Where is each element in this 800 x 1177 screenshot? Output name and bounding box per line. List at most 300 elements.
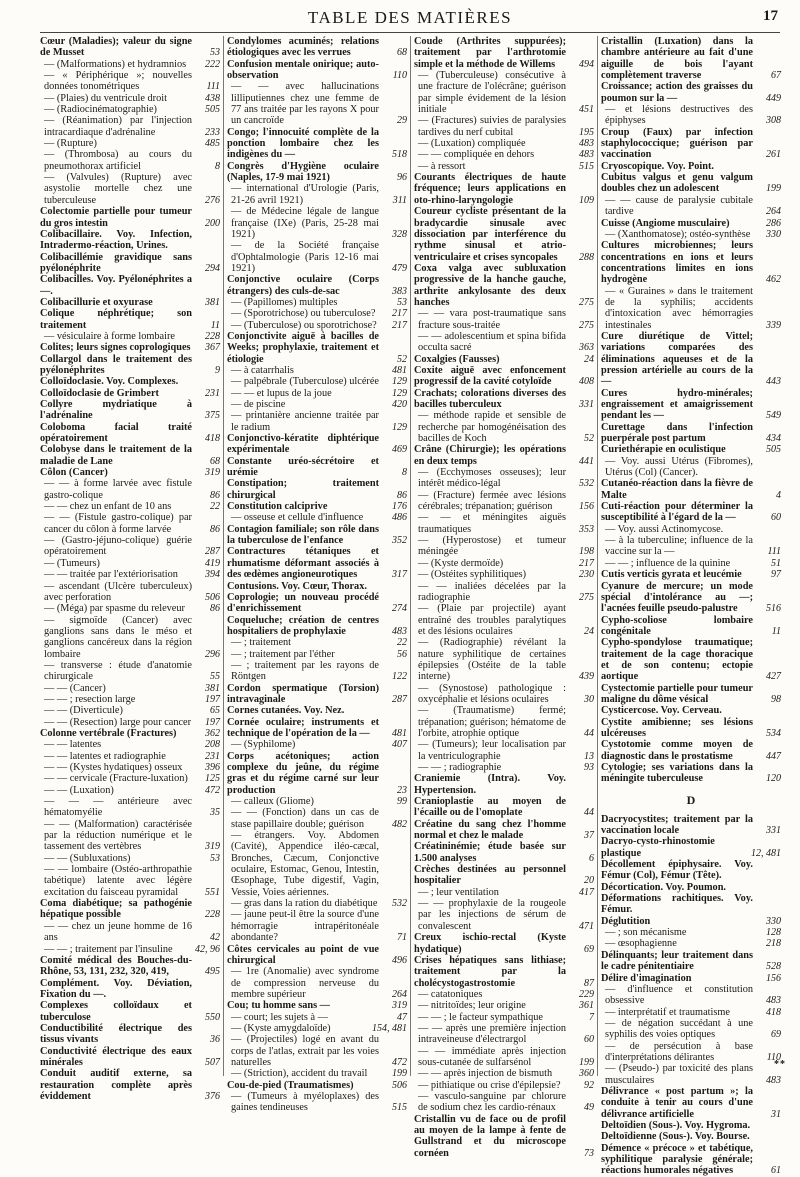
- entry-text: Cystectomie partielle pour tumeur maligne du dôme vésical: [601, 682, 753, 705]
- index-entry: [227, 751, 407, 796]
- entry-text: — — inaliées décelées par la radiographie: [418, 580, 566, 603]
- index-entry: [227, 615, 407, 638]
- entry-page-number: 317: [392, 569, 407, 581]
- index-subentry: [227, 1091, 407, 1114]
- index-columns: [40, 36, 781, 1177]
- entry-text: — (Tuberculeuse) consécutive à une fracture de l'olécrâne; guérison par simple évidement de la lésion initiale: [418, 70, 566, 116]
- entry-text: — œsophagienne: [605, 938, 677, 950]
- entry-text: Constante uréo-sécrétoire et urémie: [227, 455, 379, 479]
- entry-text: — (Plaies) du ventricule droit: [44, 92, 167, 104]
- index-entry: [40, 467, 220, 478]
- entry-page-number: 93: [584, 762, 594, 773]
- index-entry: [40, 354, 220, 377]
- index-subentry: [414, 898, 594, 932]
- index-subentry: [227, 81, 407, 126]
- entry-page-number: 8: [402, 467, 407, 479]
- entry-page-number: 483: [392, 625, 407, 637]
- entry-page-number: 549: [766, 410, 781, 422]
- index-entry: [40, 1046, 220, 1069]
- entry-page-number: 229: [579, 988, 594, 1000]
- entry-page-number: 261: [766, 149, 781, 161]
- entry-page-number: 197: [205, 693, 220, 705]
- index-entry: [414, 365, 594, 388]
- index-entry: [601, 1086, 781, 1120]
- index-column-1: [40, 36, 220, 1102]
- index-entry: [601, 637, 781, 682]
- entry-page-number: 505: [766, 444, 781, 456]
- entry-page-number: 156: [579, 501, 594, 513]
- index-subentry: [40, 683, 220, 694]
- entry-page-number: 383: [392, 285, 407, 297]
- entry-text: — (Striction), accident du travail: [231, 1068, 368, 1080]
- entry-page-number: 367: [205, 342, 220, 354]
- index-entry: [414, 864, 594, 887]
- entry-page-number: 417: [579, 886, 594, 898]
- entry-page-number: 55: [210, 671, 220, 683]
- index-subentry: [601, 984, 781, 1007]
- entry-text: — — et méningites aiguës traumatiques: [418, 512, 566, 535]
- index-subentry: [414, 705, 594, 739]
- index-subentry: [227, 807, 407, 830]
- entry-text: Décortication. Voy. Poumon.: [601, 881, 726, 893]
- index-entry: [414, 819, 594, 842]
- entry-text: — (Kyste dermoïde): [418, 557, 504, 569]
- entry-page-number: 4: [776, 489, 781, 501]
- entry-text: — et lésions destructives des épiphyses: [605, 104, 753, 127]
- entry-text: — « Périphérique »; nouvelles données tonométriques: [44, 70, 192, 93]
- index-entry: [601, 705, 781, 716]
- entry-text: — (Traumatisme) fermé; trépanation; guérison; hématome de l'orbite, atrophie optique: [418, 705, 566, 739]
- index-column-2: [227, 36, 407, 1114]
- entry-page-number: 111: [767, 546, 781, 558]
- entry-page-number: 418: [766, 1006, 781, 1018]
- index-subentry: [227, 376, 407, 387]
- entry-page-number: 44: [584, 807, 594, 819]
- entry-text: — nitritoïdes; leur origine: [418, 1000, 526, 1012]
- entry-page-number: 125: [205, 773, 220, 785]
- index-subentry: [414, 1046, 594, 1069]
- entry-text: — ; traitement par l'éther: [231, 648, 335, 660]
- entry-text: Cranioplastie au moyen de l'écaille ou de l'omoplate: [414, 796, 566, 819]
- index-subentry: [601, 558, 781, 569]
- entry-page-number: 198: [579, 546, 594, 558]
- entry-page-number: 287: [392, 693, 407, 705]
- entry-text: — de négation succédant à une syphilis des voies optiques: [605, 1017, 753, 1041]
- index-subentry: [414, 535, 594, 558]
- entry-text: Congo; l'innocuité complète de la ponction lombaire chez les indigènes du —: [227, 126, 379, 161]
- entry-page-number: 68: [397, 47, 407, 59]
- index-subentry: [227, 240, 407, 274]
- index-subentry: [227, 637, 407, 648]
- entry-text: — — vara post-traumatique sans fracture sous-traitée: [418, 308, 566, 331]
- entry-page-number: 275: [579, 319, 594, 331]
- entry-page-number: 550: [205, 1011, 220, 1023]
- entry-text: Crachats; colorations diverses des bacilles tuberculeux: [414, 387, 566, 410]
- index-entry: [414, 955, 594, 989]
- index-subentry: [227, 399, 407, 410]
- index-subentry: [40, 819, 220, 853]
- entry-text: — — (Fistule gastro-colique) par cancer du côlon à forme larvée: [44, 512, 192, 535]
- entry-text: — (Xanthomatose); ostéo-synthèse: [605, 228, 751, 240]
- entry-text: — jaune peut-il être la source d'une hémorragie intrapéritonéale abondante?: [231, 909, 379, 944]
- entry-text: — — ; influence de la quinine: [605, 557, 731, 569]
- entry-text: — — et lupus de la joue: [231, 387, 332, 399]
- index-entry: [40, 898, 220, 921]
- entry-page-number: 11: [771, 625, 781, 637]
- entry-text: — (Pseudo-) par toxicité des plans musculaires: [605, 1063, 753, 1086]
- index-subentry: [414, 512, 594, 535]
- entry-page-number: 507: [205, 1056, 220, 1068]
- entry-text: Cystotomie comme moyen de diagnostic dans le prostatisme: [601, 739, 753, 762]
- entry-page-number: 441: [579, 455, 594, 467]
- index-entry: [227, 705, 407, 716]
- index-entry: [414, 841, 594, 864]
- entry-text: Complexes colloïdaux et tuberculose: [40, 1000, 192, 1023]
- index-subentry: [40, 694, 220, 705]
- entry-text: Croup (Faux) par infection staphylococcique; guérison par vaccination: [601, 126, 753, 161]
- entry-text: Cures hydro-minérales; engraissement et amaigrissement pendant les —: [601, 387, 753, 422]
- entry-text: Conduit auditif externe, sa restauration complète après éviddement: [40, 1068, 192, 1102]
- index-subentry: [601, 104, 781, 127]
- entry-text: — à catarrhalis: [231, 364, 294, 376]
- entry-text: — — latentes et radiographie: [44, 750, 166, 762]
- entry-page-number: 534: [766, 727, 781, 739]
- index-subentry: [40, 615, 220, 660]
- index-subentry: [601, 229, 781, 240]
- entry-text: Colibacillaire. Voy. Infection, Intradermo-réaction, Urines.: [40, 228, 192, 252]
- entry-text: — — à forme larvée avec fistule gastro-colique: [44, 478, 192, 501]
- index-subentry: [414, 558, 594, 569]
- index-subentry: [40, 581, 220, 604]
- index-subentry: [414, 138, 594, 149]
- entry-page-number: 154, 481: [372, 1022, 407, 1034]
- index-subentry: [40, 512, 220, 535]
- entry-text: Coxite aiguë avec enfoncement progressif de la cavité cotyloïde: [414, 364, 566, 388]
- entry-text: — (Valvules) (Rupture) avec asystolie mortelle chez une tuberculeuse: [44, 172, 192, 206]
- entry-text: Coma diabétique; sa pathogénie hépatique possible: [40, 898, 192, 921]
- index-entry: [40, 36, 220, 59]
- index-subentry: [601, 1041, 781, 1064]
- index-subentry: [227, 739, 407, 750]
- entry-text: Côlon (Cancer): [40, 467, 108, 479]
- index-entry: [227, 127, 407, 161]
- entry-page-number: 360: [579, 1068, 594, 1080]
- index-entry: [40, 955, 220, 978]
- entry-page-number: 129: [392, 387, 407, 399]
- entry-text: — (Thrombosa) au cours du pneumothorax artificiel: [44, 149, 192, 172]
- entry-page-number: 486: [392, 512, 407, 524]
- entry-page-number: 176: [392, 501, 407, 513]
- entry-text: — ; son mécanisme: [605, 927, 687, 939]
- entry-text: Courants électriques de haute fréquence; leurs applications en oto-rhino-laryngologie: [414, 172, 566, 206]
- entry-text: Coloboma facial traité opératoirement: [40, 421, 192, 445]
- entry-page-number: 328: [392, 228, 407, 240]
- index-subentry: [40, 569, 220, 580]
- entry-text: Colloïdoclasie. Voy. Complexes.: [40, 376, 179, 388]
- index-entry: [40, 728, 220, 739]
- index-subentry: [601, 1063, 781, 1086]
- entry-page-number: 31: [771, 1108, 781, 1120]
- entry-text: — (Radiocinématographie): [44, 104, 157, 116]
- entry-text: — international d'Urologie (Paris, 21-26 avril 1921): [231, 183, 379, 206]
- entry-text: — — (Diverticule): [44, 705, 123, 717]
- index-subentry: [414, 739, 594, 762]
- entry-text: Crâne (Chirurgie); les opérations en deux temps: [414, 444, 566, 467]
- index-entry: [40, 1068, 220, 1102]
- index-entry: [227, 501, 407, 512]
- entry-page-number: 120: [766, 773, 781, 785]
- entry-page-number: 407: [392, 739, 407, 751]
- index-subentry: [414, 115, 594, 138]
- index-entry: [601, 81, 781, 104]
- entry-text: Curiethérapie en oculistique: [601, 444, 726, 456]
- entry-text: — transverse : étude d'anatomie chirurgicale: [44, 659, 192, 683]
- entry-page-number: 472: [205, 784, 220, 796]
- index-subentry: [414, 308, 594, 331]
- entry-text: — court; les sujets à —: [231, 1011, 328, 1023]
- entry-text: Cou-de-pied (Traumatismes): [227, 1079, 354, 1091]
- entry-text: — — traitée par l'extériorisation: [44, 569, 178, 581]
- index-subentry: [414, 467, 594, 490]
- entry-text: Colonne vertébrale (Fractures): [40, 727, 177, 739]
- entry-page-number: 42, 96: [195, 943, 220, 955]
- entry-page-number: 53: [210, 852, 220, 864]
- index-entry: [227, 683, 407, 706]
- index-entry: [414, 773, 594, 796]
- column-divider: [410, 36, 411, 1076]
- index-subentry: [601, 535, 781, 558]
- entry-text: — (Synostose) pathologique : oxycéphalie et lésions oculaires: [418, 682, 566, 705]
- index-subentry: [414, 603, 594, 637]
- entry-text: Constipation; traitement chirurgical: [227, 478, 379, 501]
- index-entry: [601, 893, 781, 916]
- entry-text: Cystite amibienne; ses lésions ulcéreuses: [601, 716, 753, 739]
- index-subentry: [227, 1012, 407, 1023]
- index-entry: [414, 354, 594, 365]
- index-entry: [601, 973, 781, 984]
- entry-text: Collargol dans le traitement des pyélonéphrites: [40, 353, 192, 376]
- entry-text: — Voy. aussi Utérus (Fibromes), Utérus (Col) (Cancer).: [605, 455, 753, 479]
- index-entry: [601, 836, 781, 859]
- entry-page-number: 109: [579, 194, 594, 206]
- index-entry: [227, 433, 407, 456]
- entry-text: — — (Cancer): [44, 682, 106, 694]
- entry-text: — palpébrale (Tuberculose) ulcérée: [231, 376, 380, 388]
- entry-page-number: 438: [205, 92, 220, 104]
- entry-page-number: 330: [766, 915, 781, 927]
- entry-text: — (Fracture) fermée avec lésions cérébrales; trépanation; guérison: [418, 489, 566, 513]
- index-entry: [40, 274, 220, 297]
- entry-text: — de la Société française d'Ophtalmologie (Paris 12-16 mai 1921): [231, 240, 379, 274]
- entry-page-number: 496: [392, 954, 407, 966]
- entry-page-number: 111: [206, 81, 220, 93]
- entry-text: Cristallin (Luxation) dans la chambre antérieure au fait d'une aiguille de bois l'ayant complètement traverse: [601, 36, 753, 82]
- index-subentry: [40, 785, 220, 796]
- index-entry: [227, 581, 407, 592]
- entry-page-number: 443: [766, 376, 781, 388]
- entry-text: — — (Fonction) dans un cas de stase papillaire double; guérison: [231, 807, 379, 830]
- entry-text: — — cervicale (Fracture-luxation): [44, 773, 188, 785]
- entry-text: — — (Subluxations): [44, 852, 131, 864]
- index-entry: [601, 717, 781, 740]
- entry-text: Conductivité électrique des eaux minérales: [40, 1045, 192, 1068]
- entry-text: — — après injection de bismuth: [418, 1068, 553, 1080]
- index-entry: [40, 978, 220, 1001]
- entry-page-number: 495: [205, 966, 220, 978]
- entry-text: — — cause de paralysie cubitale tardive: [605, 194, 753, 218]
- entry-page-number: 230: [579, 569, 594, 581]
- entry-text: Cornes cutanées. Voy. Nez.: [227, 705, 345, 717]
- index-subentry: [227, 1034, 407, 1068]
- entry-page-number: 419: [205, 557, 220, 569]
- index-subentry: [414, 161, 594, 172]
- entry-text: Curettage dans l'infection puerpérale post partum: [601, 421, 753, 445]
- entry-text: Cornée oculaire; instruments et technique de l'opération de la —: [227, 716, 379, 739]
- entry-text: Déformations rachitiques. Voy. Fémur.: [601, 893, 753, 916]
- entry-page-number: 479: [392, 262, 407, 274]
- index-entry: [40, 1000, 220, 1023]
- index-subentry: [227, 649, 407, 660]
- entry-page-number: 528: [766, 961, 781, 973]
- entry-text: Conjonctivo-kératite diphtérique expérimentale: [227, 433, 379, 456]
- entry-page-number: 197: [205, 716, 220, 728]
- entry-page-number: 319: [392, 1000, 407, 1012]
- entry-page-number: 363: [579, 342, 594, 354]
- index-entry: [40, 376, 220, 387]
- entry-page-number: 228: [205, 909, 220, 921]
- index-subentry: [414, 410, 594, 444]
- index-subentry: [40, 717, 220, 728]
- entry-text: Contractures tétaniques et rhumatisme déformant associés à des œdèmes angioneurotiques: [227, 546, 379, 581]
- page-title: TABLE DES MATIÈRES: [307, 8, 513, 27]
- index-entry: [601, 478, 781, 501]
- index-subentry: [40, 751, 220, 762]
- entry-text: Conjonctive oculaire (Corps étrangers) des culs-de-sac: [227, 274, 379, 297]
- entry-text: Craniemie (Intra). Voy. Hypertension.: [414, 773, 566, 796]
- entry-page-number: 472: [392, 1056, 407, 1068]
- entry-text: Colibacilles. Voy. Pyélonéphrites a —.: [40, 274, 192, 297]
- index-entry: [601, 444, 781, 455]
- index-subentry: [40, 864, 220, 898]
- entry-page-number: 485: [205, 138, 220, 150]
- entry-page-number: 129: [392, 421, 407, 433]
- index-subentry: [601, 456, 781, 479]
- entry-page-number: 506: [392, 1079, 407, 1091]
- entry-text: Cuti-réaction pour déterminer la susceptibilité à l'égard de la —: [601, 501, 753, 524]
- entry-text: — (Fractures) suivies de paralysies tardives du nerf cubital: [418, 115, 566, 138]
- entry-text: — (Malformations) et hydramnios: [44, 58, 187, 70]
- entry-text: Côtes cervicales au point de vue chirurgical: [227, 943, 379, 966]
- entry-text: — (Syphilome): [231, 739, 296, 751]
- entry-page-number: 532: [392, 898, 407, 910]
- entry-page-number: 330: [766, 228, 781, 240]
- index-entry: [601, 127, 781, 161]
- index-subentry: [227, 512, 407, 523]
- entry-text: Contusions. Voy. Cœur, Thorax.: [227, 580, 367, 592]
- entry-text: Corps acétoniques; action complexe du jeûne, du régime gras et du régime carné sur leur production: [227, 750, 379, 796]
- index-entry: [601, 36, 781, 81]
- entry-text: — — (Kystes hydatiques) osseux: [44, 762, 183, 773]
- index-entry: [601, 240, 781, 285]
- entry-text: — — chez un enfant de 10 ans: [44, 501, 172, 513]
- index-subentry: [414, 149, 594, 160]
- entry-page-number: 86: [210, 489, 220, 501]
- entry-text: — (Sporotrichose) ou tuberculose?: [231, 308, 376, 320]
- index-entry: [40, 206, 220, 229]
- entry-text: — — avec hallucinations lilliputiennes chez une femme de 77 ans traitée par les rayons X pour un cancroïde: [231, 81, 379, 127]
- index-entry: [601, 882, 781, 893]
- index-subentry: [40, 70, 220, 93]
- entry-text: — (Ecchymoses osseuses); leur intérêt médico-légal: [418, 467, 566, 490]
- entry-text: Cryoscopique. Voy. Point.: [601, 160, 714, 172]
- entry-page-number: 420: [392, 399, 407, 410]
- index-subentry: [227, 898, 407, 909]
- entry-page-number: 264: [392, 988, 407, 1000]
- entry-text: Cubitus valgus et genu valgum doubles chez un adolescent: [601, 172, 753, 195]
- entry-page-number: 311: [392, 194, 407, 206]
- entry-page-number: 47: [397, 1011, 407, 1023]
- index-subentry: [414, 637, 594, 682]
- entry-text: — (Tuberculose) ou sporotrichose?: [231, 319, 377, 331]
- entry-text: — — adolescentium et spina bifida occulta sacré: [418, 330, 566, 354]
- index-subentry: [40, 660, 220, 683]
- entry-text: Colites; leurs signes coprologiques: [40, 342, 191, 354]
- entry-page-number: 494: [579, 58, 594, 70]
- index-entry: [414, 206, 594, 263]
- entry-text: — ; traitement: [231, 637, 292, 649]
- index-entry: [601, 1143, 781, 1177]
- index-entry: [40, 342, 220, 353]
- entry-page-number: 515: [579, 160, 594, 172]
- entry-text: — de persécution à base d'interprétations délirantes: [605, 1040, 753, 1063]
- index-subentry: [227, 410, 407, 433]
- column-divider: [223, 36, 224, 1076]
- entry-page-number: 53: [397, 296, 407, 308]
- entry-page-number: 22: [397, 637, 407, 649]
- entry-text: Cuisse (Angiome musculaire): [601, 217, 730, 229]
- index-entry: [414, 1114, 594, 1159]
- entry-page-number: 69: [771, 1029, 781, 1041]
- index-entry: [227, 59, 407, 82]
- entry-page-number: 483: [766, 995, 781, 1007]
- entry-page-number: 35: [210, 807, 220, 819]
- entry-text: — — (Luxation): [44, 784, 114, 796]
- index-entry: [227, 456, 407, 479]
- index-subentry: [40, 138, 220, 149]
- entry-page-number: 447: [766, 750, 781, 762]
- index-entry: [601, 422, 781, 445]
- entry-page-number: 451: [579, 104, 594, 116]
- entry-page-number: 427: [766, 671, 781, 683]
- index-entry: [227, 592, 407, 615]
- index-subentry: [414, 1091, 594, 1114]
- index-subentry: [227, 297, 407, 308]
- index-subentry: [414, 887, 594, 898]
- entry-page-number: 274: [392, 603, 407, 615]
- entry-page-number: 515: [392, 1102, 407, 1114]
- entry-page-number: 60: [771, 512, 781, 524]
- index-entry: [601, 218, 781, 229]
- entry-page-number: 99: [397, 796, 407, 808]
- entry-text: — — ; radiographie: [418, 762, 502, 773]
- index-entry: [227, 546, 407, 580]
- index-subentry: [601, 524, 781, 535]
- entry-page-number: 439: [579, 671, 594, 683]
- entry-text: — (Réanimation) par l'injection intracardiaque d'adrénaline: [44, 115, 192, 138]
- index-subentry: [414, 1012, 594, 1023]
- entry-text: — catatoniques: [418, 988, 483, 1000]
- entry-page-number: 394: [205, 569, 220, 581]
